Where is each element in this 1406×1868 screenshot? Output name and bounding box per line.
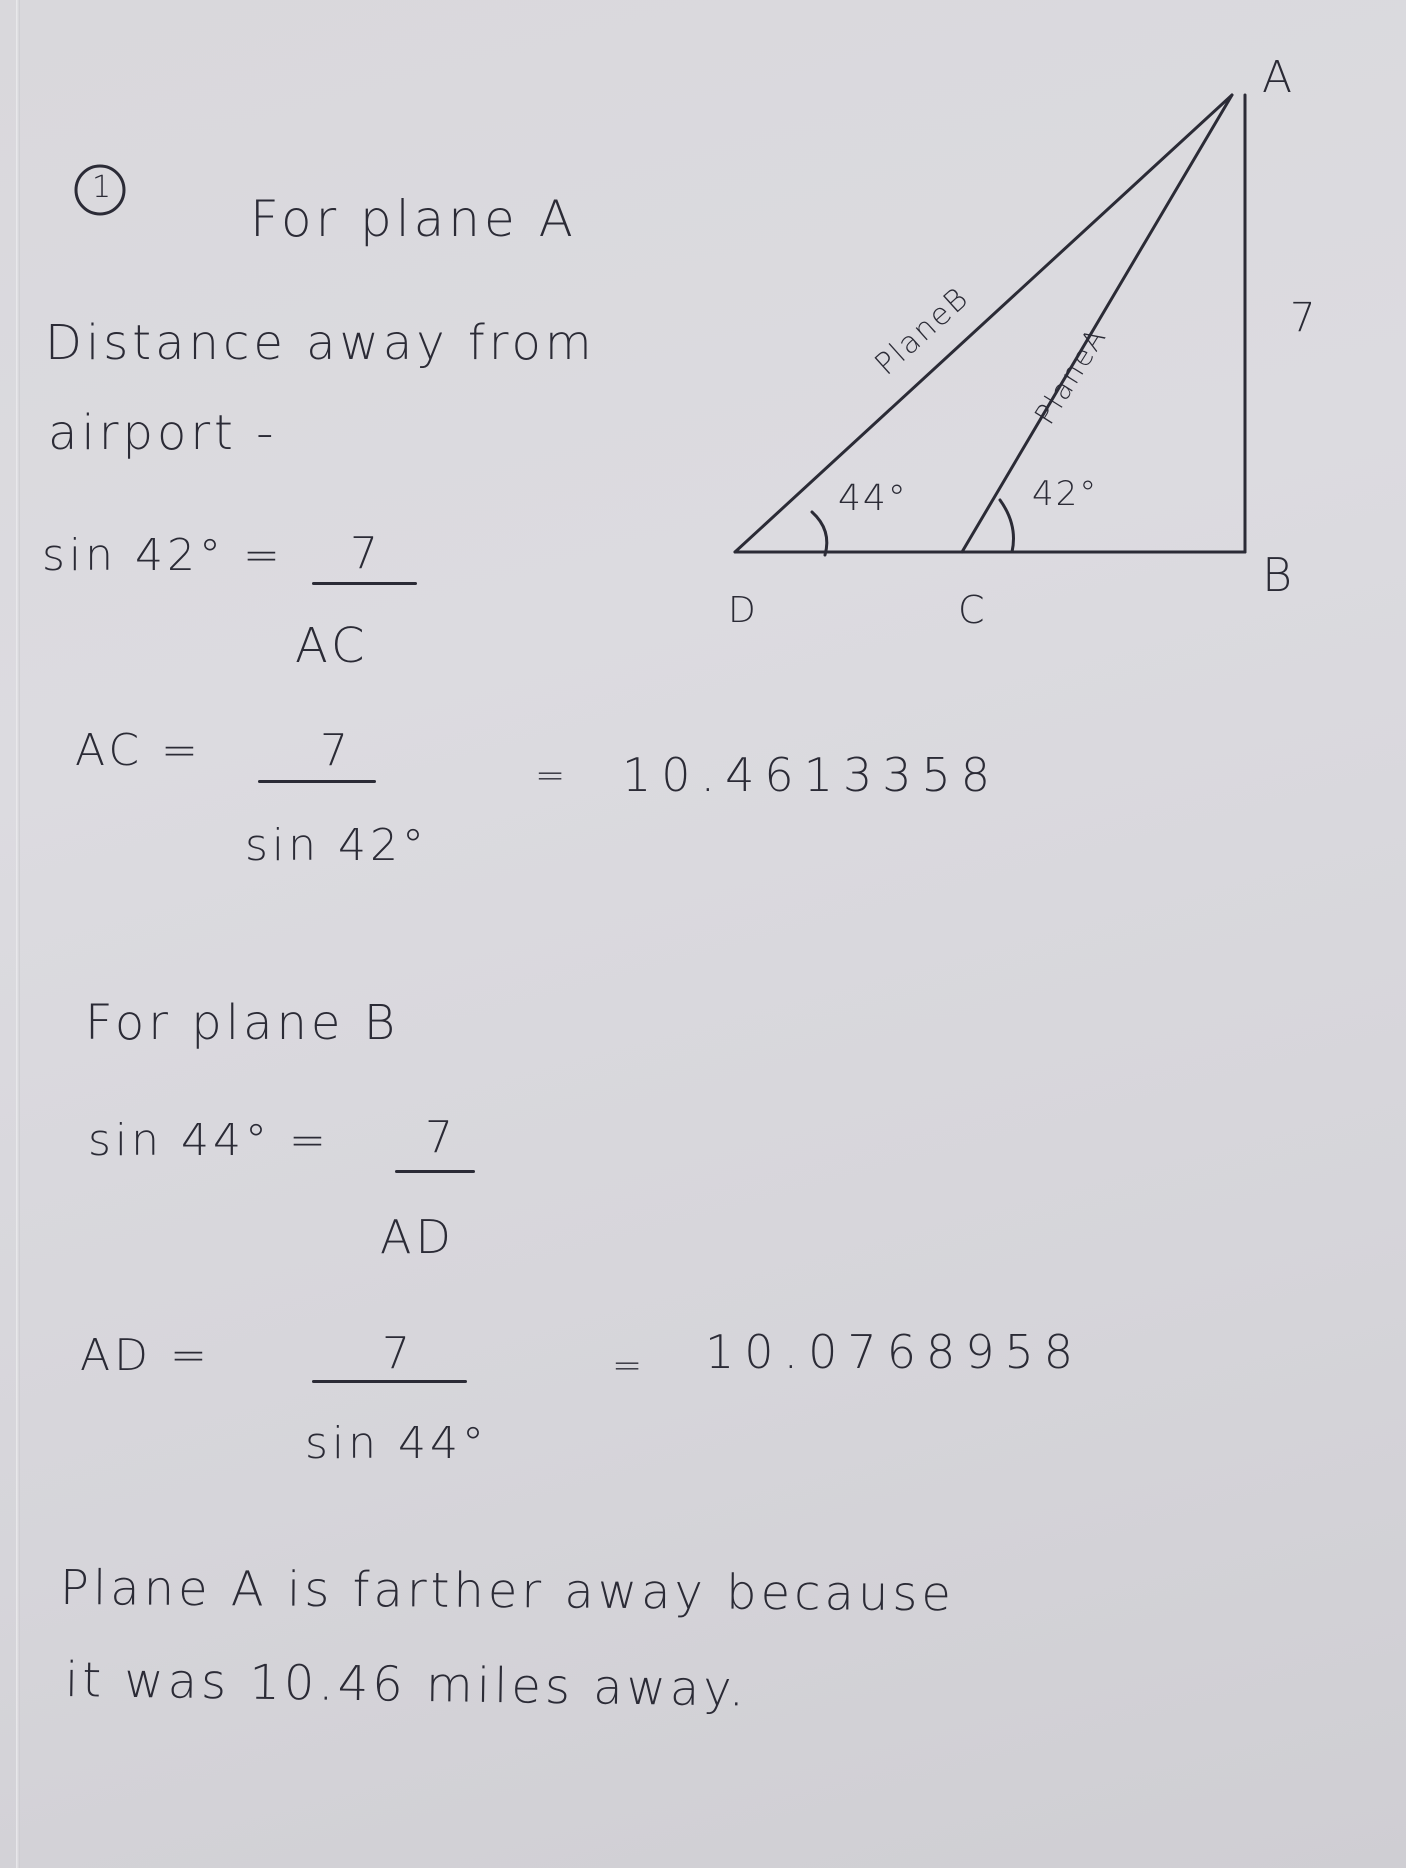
plane-b-sin-numerator: 7 — [425, 1112, 457, 1163]
plane-b-ad-numerator: 7 — [382, 1328, 414, 1379]
conclusion-line1: Plane A is farther away because — [59, 1560, 956, 1623]
plane-a-ac-denominator: sin 42° — [245, 820, 429, 871]
plane-b-ad-fraction-bar — [312, 1380, 467, 1383]
plane-b-ad-label: AD = — [80, 1330, 211, 1381]
angle-c-label: 42° — [1032, 474, 1099, 514]
plane-a-sin-label: sin 42° = — [42, 530, 284, 581]
line-plane-b — [735, 95, 1232, 552]
plane-a-line-label: PlaneA — [1028, 321, 1114, 431]
side-ab-label: 7 — [1290, 295, 1316, 341]
plane-a-heading: For plane A — [250, 190, 577, 248]
plane-a-sin-denominator: AC — [295, 618, 369, 674]
plane-a-ac-fraction-bar — [258, 780, 376, 783]
angle-arc-d — [812, 512, 827, 555]
triangle-diagram — [735, 95, 1245, 555]
vertex-a-label: A — [1262, 52, 1293, 103]
plane-b-sin-fraction-bar — [395, 1170, 475, 1173]
plane-b-ad-result: 10.0768958 — [705, 1325, 1084, 1379]
problem-number: 1 — [92, 170, 112, 205]
plane-a-ac-numerator: 7 — [320, 725, 352, 776]
vertex-c-label: C — [958, 588, 985, 632]
vertex-b-label: B — [1262, 548, 1293, 602]
plane-b-heading: For plane B — [85, 995, 400, 1051]
plane-a-ac-equals: = — [535, 755, 570, 796]
plane-a-intro-line2: airport - — [48, 405, 278, 461]
plane-a-ac-result: 10.4613358 — [622, 748, 1001, 802]
plane-a-sin-numerator: 7 — [350, 528, 382, 579]
plane-b-sin-label: sin 44° = — [88, 1115, 330, 1166]
plane-b-ad-denominator: sin 44° — [305, 1418, 489, 1469]
angle-arc-c — [1000, 500, 1014, 552]
vertex-d-label: D — [728, 590, 756, 631]
conclusion-line2: it was 10.46 miles away. — [64, 1652, 749, 1718]
plane-a-ac-label: AC = — [75, 725, 202, 776]
plane-a-sin-fraction-bar — [312, 582, 417, 585]
plane-b-sin-denominator: AD — [380, 1210, 455, 1264]
plane-b-ad-equals: = — [612, 1345, 647, 1386]
plane-a-intro-line1: Distance away from — [45, 315, 596, 371]
plane-b-line-label: PlaneB — [868, 280, 977, 383]
angle-d-label: 44° — [838, 478, 908, 519]
